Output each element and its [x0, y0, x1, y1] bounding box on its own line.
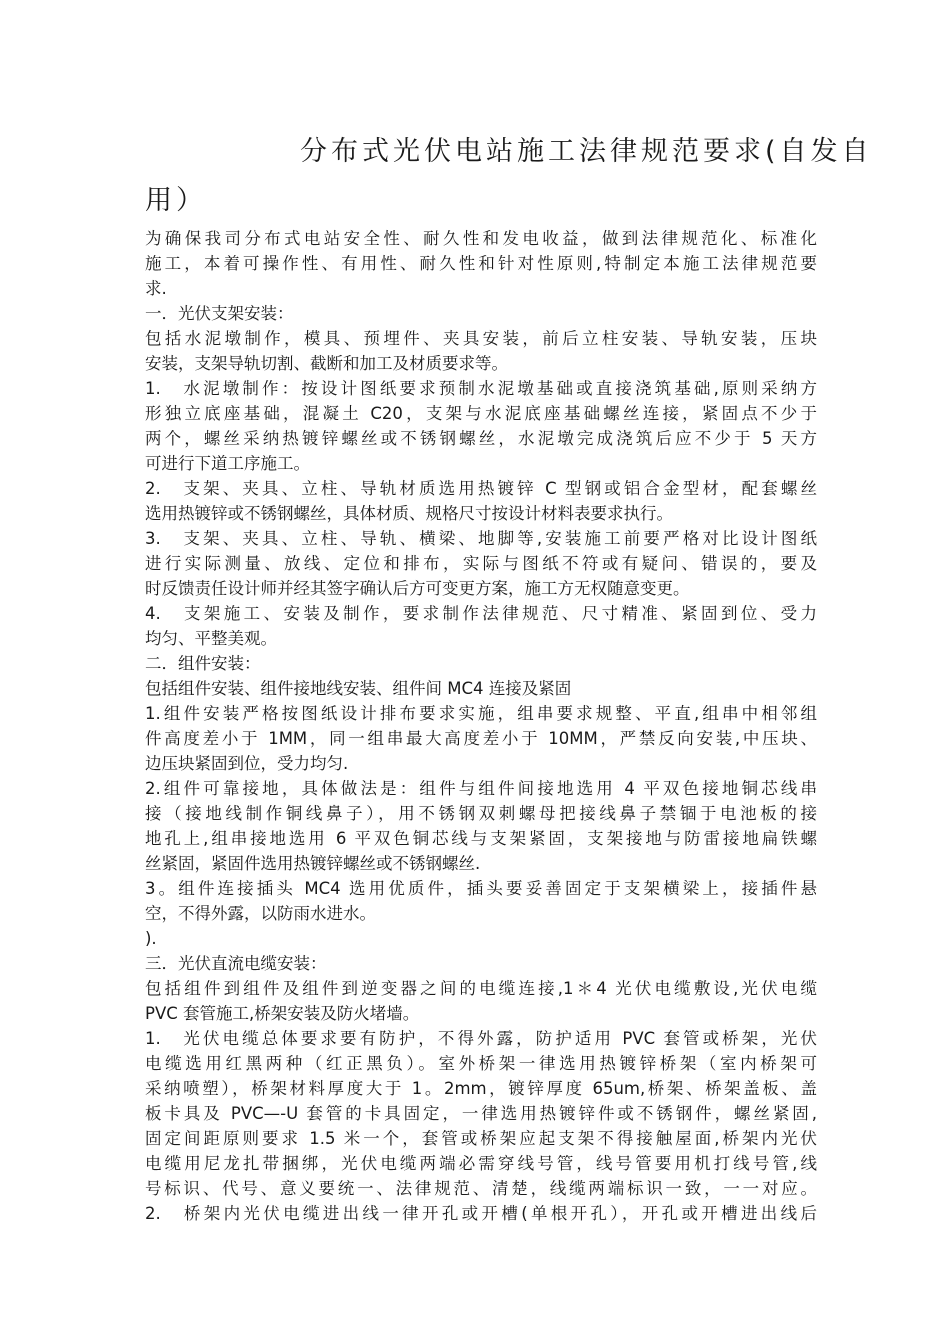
body-text-line: 均匀、平整美观。: [145, 629, 277, 648]
body-text-line: 包括组件安装、组件接地线安装、组件间 MC4 连接及紧固: [145, 679, 572, 698]
body-text-line: 地孔上,组串接地选用 6 平双色铜芯线与支架紧固，支架接地与防雷接地扁铁螺: [145, 829, 817, 848]
body-text-line: 1.组件安装严格按图纸设计排布要求实施，组串要求规整、平直,组串中相邻组: [145, 704, 817, 723]
body-text-line: 板卡具及 PVC—-U 套管的卡具固定，一律选用热镀锌件或不锈钢件，螺丝紧固,: [145, 1104, 817, 1123]
body-text-line: 安装，支架导轨切割、截断和加工及材质要求等。: [145, 354, 508, 373]
document-title-continued: 用）: [145, 185, 207, 216]
body-text-line: 2. 桥架内光伏电缆进出线一律开孔或开槽(单根开孔），开孔或开槽进出线后: [145, 1204, 817, 1223]
body-text-line: 2.组件可靠接地，具体做法是：组件与组件间接地选用 4 平双色接地铜芯线串: [145, 779, 817, 798]
body-text-line: 形独立底座基础，混凝土 C20，支架与水泥底座基础螺丝连接，紧固点不少于: [145, 404, 817, 423]
body-text-line: 时反馈责任设计师并经其签字确认后方可变更方案，施工方无权随意变更。: [145, 579, 690, 598]
body-text-line: 包括组件到组件及组件到逆变器之间的电缆连接,1＊4 光伏电缆敷设,光伏电缆: [145, 979, 817, 998]
body-text-line: 丝紧固，紧固件选用热镀锌螺丝或不锈钢螺丝.: [145, 854, 481, 873]
body-text-line: 采纳喷塑），桥架材料厚度大于 1。2mm，镀锌厚度 65um,桥架、桥架盖板、盖: [145, 1079, 817, 1098]
body-text-line: 选用热镀锌或不锈钢螺丝，具体材质、规格尺寸按设计材料表要求执行。: [145, 504, 673, 523]
body-text-line: 进行实际测量、放线、定位和排布，实际与图纸不符或有疑问、错误的，要及: [145, 554, 817, 573]
body-text-line: 接（接地线制作铜线鼻子），用不锈钢双刺螺母把接线鼻子禁锢于电池板的接: [145, 804, 817, 823]
document-body: [145, 226, 817, 1226]
body-text-line: 4. 支架施工、安装及制作，要求制作法律规范、尺寸精准、紧固到位、受力: [145, 604, 817, 623]
body-text-line: 2. 支架、夹具、立柱、导轨材质选用热镀锌 C 型钢或铝合金型材，配套螺丝: [145, 479, 817, 498]
body-text-line: 施工，本着可操作性、有用性、耐久性和针对性原则,特制定本施工法律规范要: [145, 254, 817, 273]
body-text-line: 边压块紧固到位，受力均匀.: [145, 754, 349, 773]
body-text-line: 两个，螺丝采纳热镀锌螺丝或不锈钢螺丝，水泥墩完成浇筑后应不少于 5 天方: [145, 429, 817, 448]
body-text-line: 为确保我司分布式电站安全性、耐久性和发电收益，做到法律规范化、标准化: [145, 229, 817, 248]
body-text-line: PVC 套管施工,桥架安装及防火堵墙。: [145, 1004, 420, 1023]
body-text-line: 1. 水泥墩制作：按设计图纸要求预制水泥墩基础或直接浇筑基础,原则采纳方: [145, 379, 817, 398]
body-text-line: 包括水泥墩制作，模具、预埋件、夹具安装，前后立柱安装、导轨安装，压块: [145, 329, 817, 348]
body-text-line: 号标识、代号、意义要统一、法律规范、清楚，线缆两端标识一致，一一对应。: [145, 1179, 817, 1198]
body-text-line: 一．光伏支架安装：: [145, 304, 294, 323]
body-text-line: 电缆用尼龙扎带捆绑，光伏电缆两端必需穿线号管，线号管要用机打线号管,线: [145, 1154, 817, 1173]
body-text-line: 三．光伏直流电缆安装：: [145, 954, 327, 973]
body-text-line: 件高度差小于 1MM，同一组串最大高度差小于 10MM，严禁反向安装,中压块、: [145, 729, 817, 748]
body-text-line: 3. 支架、夹具、立柱、导轨、横梁、地脚等,安装施工前要严格对比设计图纸: [145, 529, 817, 548]
body-text-line: 固定间距原则要求 1.5 米一个，套管或桥架应起支架不得接触屋面,桥架内光伏: [145, 1129, 817, 1148]
body-text-line: 可进行下道工序施工。: [145, 454, 310, 473]
body-text-line: 电缆选用红黑两种（红正黑负）。室外桥架一律选用热镀锌桥架（室内桥架可: [145, 1054, 817, 1073]
body-text-line: 求.: [145, 279, 167, 298]
body-text-line: 二．组件安装：: [145, 654, 261, 673]
document-title: 分布式光伏电站施工法律规范要求(自发自: [300, 136, 873, 167]
body-text-line: 空，不得外露，以防雨水进水。: [145, 904, 376, 923]
body-text-line: 3。组件连接插头 MC4 选用优质件，插头要妥善固定于支架横梁上，接插件悬: [145, 879, 817, 898]
body-text-line: 1. 光伏电缆总体要求要有防护，不得外露，防护适用 PVC 套管或桥架，光伏: [145, 1029, 817, 1048]
body-text-line: ).: [145, 929, 157, 948]
